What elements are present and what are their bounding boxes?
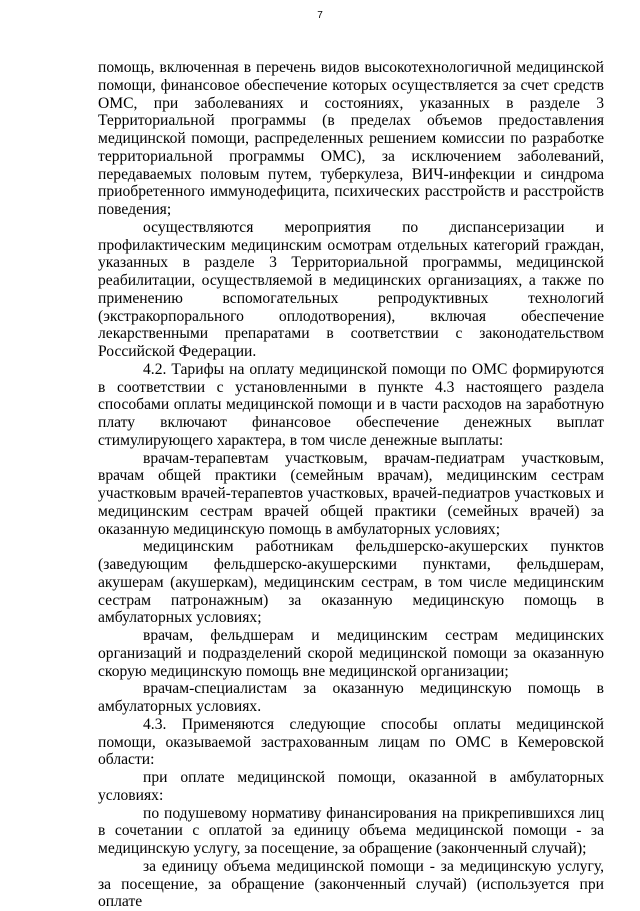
paragraph-10: по подушевому нормативу финансирования на прикрепившихся лиц в сочетании с оплатой за единицу объема медицинской помощи - за медицинскую услугу, за посещение, за обращение (законченный случай); [98,804,604,857]
page-number: 7 [317,10,323,21]
paragraph-7: врачам-специалистам за оказанную медицинскую помощь в амбулаторных условиях. [98,680,604,715]
paragraph-4: врачам-терапевтам участковым, врачам-педиатрам участковым, врачам общей практики (семейным врачам), медицинским сестрам участковым врачей-терапевтов участковых, врачей-педиатров участковых и медицинским сестрам врачей общей практики (семейных врачей) за оказанную медицинскую помощь в амбулаторных условиях; [98,449,604,538]
paragraph-9: при оплате медицинской помощи, оказанной в амбулаторных условиях: [98,769,604,804]
paragraph-8: 4.3. Применяются следующие способы оплаты медицинской помощи, оказываемой застрахованным лицам по ОМС в Кемеровской области: [98,715,604,769]
paragraph-2: осуществляются мероприятия по диспансеризации и профилактическим медицинским осмотрам отдельных категорий граждан, указанных в разделе 3 Территориальной программы, медицинской реабилитации, осуществляемой в медицинских организациях, а также по применению вспомогательных репродуктивных технологий (экстракорпорального оплодотворения), включая обеспечение лекарственными препаратами в соответствии с законодательством Российской Федерации. [98,218,604,360]
paragraph-5: медицинским работникам фельдшерско-акушерских пунктов (заведующим фельдшерско-акушерскими пунктами, фельдшерам, акушерам (акушеркам), медицинским сестрам, в том числе медицинским сестрам патронажным) за оказанную медицинскую помощь в амбулаторных условиях; [98,538,604,627]
paragraph-3: 4.2. Тарифы на оплату медицинской помощи по ОМС формируются в соответствии с установленными в пункте 4.3 настоящего раздела способами оплаты медицинской помощи и в части расходов на заработную плату включают финансовое обеспечение денежных выплат стимулирующего характера, в том числе денежные выплаты: [98,360,604,449]
paragraph-11: за единицу объема медицинской помощи - за медицинскую услугу, за посещение, за обращение (законченный случай) (используется при оплате [98,857,604,911]
paragraph-1: помощь, включенная в перечень видов высокотехнологичной медицинской помощи, финансовое обеспечение которых осуществляется за счет средств ОМС, при заболеваниях и состояниях, указанных в разделе 3 Территориальной программы (в пределах объемов предоставления медицинской помощи, распределенных решением комиссии по разработке территориальной программы ОМС), за исключением заболеваний, передаваемых половым путем, туберкулеза, ВИЧ-инфекции и синдрома приобретенного иммунодефицита, психических расстройств и расстройств поведения; [98,59,604,218]
document-body [98,59,604,911]
paragraph-6: врачам, фельдшерам и медицинским сестрам медицинских организаций и подразделений скорой медицинской помощи за оказанную скорую медицинскую помощь вне медицинской организации; [98,627,604,680]
